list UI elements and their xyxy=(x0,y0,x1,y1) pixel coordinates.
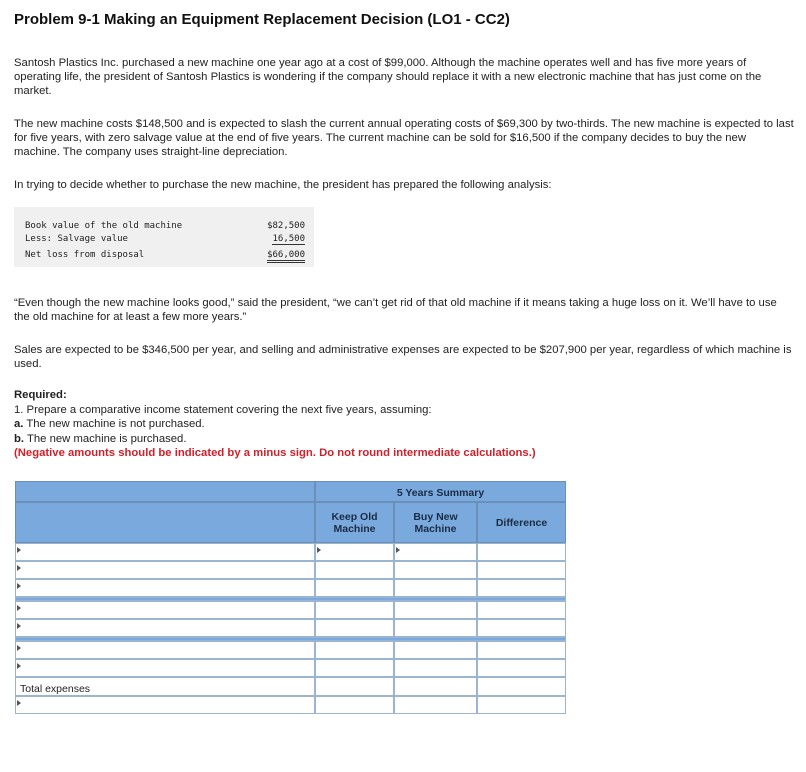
total-expenses-label: Total expenses xyxy=(20,683,91,695)
difference-input[interactable] xyxy=(477,696,566,714)
keep-old-input[interactable] xyxy=(315,561,394,579)
header-group xyxy=(315,481,566,502)
required-section xyxy=(14,388,536,461)
col-keep-label: Keep Old Machine xyxy=(331,511,378,535)
dropdown-arrow-icon[interactable] xyxy=(17,583,21,589)
instruction-note: (Negative amounts should be indicated by a minus sign. Do not round intermediate calculations.) xyxy=(14,447,536,459)
keep-old-input[interactable] xyxy=(315,543,394,561)
row-label-input[interactable] xyxy=(15,696,315,714)
keep-old-input[interactable] xyxy=(315,579,394,597)
header-blank xyxy=(15,502,315,543)
header-buy-new xyxy=(394,502,477,543)
difference-input[interactable] xyxy=(477,579,566,597)
col-buy-label: Buy New Machine xyxy=(413,511,458,535)
difference-input[interactable] xyxy=(477,601,566,619)
sales-paragraph: Sales are expected to be $346,500 per year, and selling and administrative expenses are expected to be $207,900 per year, regardless of which machine is used. xyxy=(14,344,792,370)
analysis-row xyxy=(25,221,311,234)
difference-input[interactable] xyxy=(477,561,566,579)
analysis-value: $82,500 xyxy=(267,221,305,231)
buy-new-input[interactable] xyxy=(394,659,477,677)
required-item-b xyxy=(14,432,536,447)
buy-new-input[interactable] xyxy=(394,579,477,597)
row-label-input[interactable] xyxy=(15,543,315,561)
buy-new-input[interactable] xyxy=(394,619,477,637)
analysis-value: $66,000 xyxy=(267,250,305,263)
buy-new-input[interactable] xyxy=(394,601,477,619)
required-item-a xyxy=(14,417,536,432)
header-difference xyxy=(477,502,566,543)
keep-old-input[interactable] xyxy=(315,659,394,677)
row-label-input[interactable] xyxy=(15,619,315,637)
analysis-value: 16,500 xyxy=(272,234,305,244)
dropdown-arrow-icon[interactable] xyxy=(17,623,21,629)
difference-input[interactable] xyxy=(477,543,566,561)
dropdown-arrow-icon[interactable] xyxy=(17,547,21,553)
item-b-letter: b. xyxy=(14,432,25,445)
dropdown-arrow-icon[interactable] xyxy=(317,547,321,553)
intro-paragraph: Santosh Plastics Inc. purchased a new machine one year ago at a cost of $99,000. Although the machine operates well and has five more years of operating life, the president of Santosh Plastics is wondering if the company should replace it with a new electronic machine that has just come on the market. xyxy=(14,57,762,97)
dropdown-arrow-icon[interactable] xyxy=(396,547,400,553)
row-label-input[interactable] xyxy=(15,659,315,677)
total-buy-new-input[interactable] xyxy=(394,677,477,696)
analysis-label: Less: Salvage value xyxy=(25,234,128,244)
row-label-input[interactable] xyxy=(15,601,315,619)
buy-new-input[interactable] xyxy=(394,561,477,579)
group-header-label: 5 Years Summary xyxy=(396,487,485,499)
president-quote: “Even though the new machine looks good,” said the president, “we can’t get rid of that old machine if it means taking a huge loss on it. We’ll have to use the old machine for at least a few more years.” xyxy=(14,297,777,323)
buy-new-input[interactable] xyxy=(394,696,477,714)
analysis-label: Net loss from disposal xyxy=(25,250,145,260)
dropdown-arrow-icon[interactable] xyxy=(17,645,21,651)
difference-input[interactable] xyxy=(477,641,566,659)
comparative-income-table xyxy=(15,481,566,714)
row-label-input[interactable] xyxy=(15,561,315,579)
buy-new-input[interactable] xyxy=(394,641,477,659)
difference-input[interactable] xyxy=(477,659,566,677)
dropdown-arrow-icon[interactable] xyxy=(17,605,21,611)
item-a-letter: a. xyxy=(14,418,24,430)
keep-old-input[interactable] xyxy=(315,601,394,619)
analysis-box xyxy=(14,207,314,267)
problem-title: Problem 9-1 Making an Equipment Replacement Decision (LO1 - CC2) xyxy=(14,11,510,28)
analysis-label: Book value of the old machine xyxy=(25,221,183,231)
keep-old-input[interactable] xyxy=(315,641,394,659)
required-heading: Required: xyxy=(14,389,67,401)
analysis-row xyxy=(25,250,311,263)
dropdown-arrow-icon[interactable] xyxy=(17,565,21,571)
total-expenses-label-cell xyxy=(15,677,315,696)
keep-old-input[interactable] xyxy=(315,696,394,714)
header-keep-old xyxy=(315,502,394,543)
header-blank-top xyxy=(15,481,315,502)
details-paragraph: The new machine costs $148,500 and is expected to slash the current annual operating costs of $69,300 by two-thirds. The new machine is expected to last for five years, with zero salvage value at the end of five years. The current machine can be sold for $16,500 if the company decides to buy the new machine. The company uses straight-line depreciation. xyxy=(14,118,794,158)
col-diff-label: Difference xyxy=(495,517,548,529)
buy-new-input[interactable] xyxy=(394,543,477,561)
total-keep-old-input[interactable] xyxy=(315,677,394,696)
dropdown-arrow-icon[interactable] xyxy=(17,663,21,669)
required-item-1: 1. Prepare a comparative income statement covering the next five years, assuming: xyxy=(14,403,432,416)
row-label-input[interactable] xyxy=(15,579,315,597)
item-b-text: The new machine is purchased. xyxy=(24,432,187,445)
total-difference-input[interactable] xyxy=(477,677,566,696)
row-label-input[interactable] xyxy=(15,641,315,659)
dropdown-arrow-icon[interactable] xyxy=(17,700,21,706)
keep-old-input[interactable] xyxy=(315,619,394,637)
difference-input[interactable] xyxy=(477,619,566,637)
analysis-row xyxy=(25,234,311,247)
analysis-intro: In trying to decide whether to purchase the new machine, the president has prepared the following analysis: xyxy=(14,179,552,191)
item-a-text: The new machine is not purchased. xyxy=(23,418,205,430)
